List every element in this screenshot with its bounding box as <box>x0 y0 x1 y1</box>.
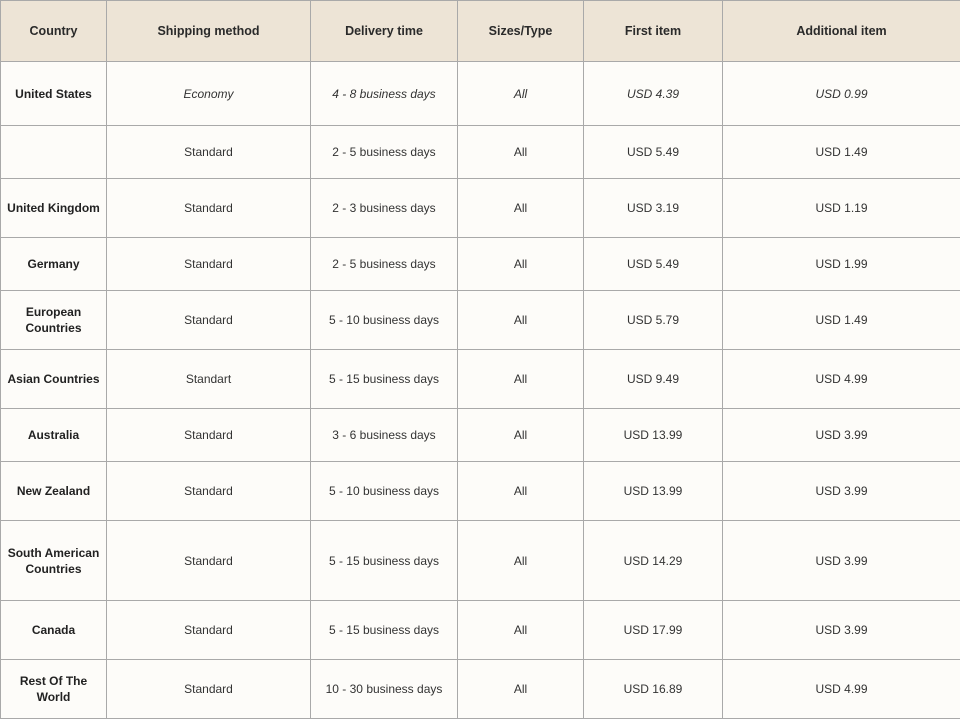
table-row <box>1 409 960 462</box>
cell-shipping-method: Standard <box>107 238 311 291</box>
cell-first-item: USD 13.99 <box>584 462 723 521</box>
cell-delivery-time: 2 - 3 business days <box>311 179 458 238</box>
cell-first-item: USD 13.99 <box>584 409 723 462</box>
cell-country: New Zealand <box>1 462 107 521</box>
cell-country: Germany <box>1 238 107 291</box>
cell-sizes-type: All <box>458 660 584 719</box>
cell-delivery-time: 3 - 6 business days <box>311 409 458 462</box>
table-row <box>1 126 960 179</box>
table-header-row <box>1 1 960 62</box>
cell-country: South American Countries <box>1 521 107 601</box>
table-row <box>1 238 960 291</box>
table-row <box>1 601 960 660</box>
cell-country: Asian Countries <box>1 350 107 409</box>
cell-sizes-type: All <box>458 521 584 601</box>
cell-sizes-type: All <box>458 238 584 291</box>
cell-delivery-time: 5 - 10 business days <box>311 462 458 521</box>
cell-delivery-time: 2 - 5 business days <box>311 126 458 179</box>
cell-country: European Countries <box>1 291 107 350</box>
cell-first-item: USD 4.39 <box>584 62 723 126</box>
cell-country: United States <box>1 62 107 126</box>
cell-additional-item: USD 0.99 <box>723 62 960 126</box>
header-first-item: First item <box>584 1 723 62</box>
cell-delivery-time: 5 - 15 business days <box>311 601 458 660</box>
table-row <box>1 462 960 521</box>
cell-shipping-method: Standard <box>107 660 311 719</box>
header-sizes-type: Sizes/Type <box>458 1 584 62</box>
cell-additional-item: USD 3.99 <box>723 601 960 660</box>
header-shipping-method: Shipping method <box>107 1 311 62</box>
table-row <box>1 179 960 238</box>
cell-additional-item: USD 1.49 <box>723 126 960 179</box>
cell-country: Australia <box>1 409 107 462</box>
cell-shipping-method: Standard <box>107 409 311 462</box>
cell-sizes-type: All <box>458 350 584 409</box>
cell-additional-item: USD 1.19 <box>723 179 960 238</box>
cell-sizes-type: All <box>458 601 584 660</box>
cell-country: United Kingdom <box>1 179 107 238</box>
cell-sizes-type: All <box>458 126 584 179</box>
cell-delivery-time: 10 - 30 business days <box>311 660 458 719</box>
table-row <box>1 521 960 601</box>
cell-country <box>1 126 107 179</box>
header-country: Country <box>1 1 107 62</box>
table-row <box>1 62 960 126</box>
cell-first-item: USD 5.49 <box>584 126 723 179</box>
cell-first-item: USD 5.79 <box>584 291 723 350</box>
cell-delivery-time: 5 - 15 business days <box>311 350 458 409</box>
table-row <box>1 291 960 350</box>
cell-shipping-method: Standart <box>107 350 311 409</box>
header-delivery-time: Delivery time <box>311 1 458 62</box>
cell-additional-item: USD 4.99 <box>723 350 960 409</box>
cell-delivery-time: 2 - 5 business days <box>311 238 458 291</box>
cell-additional-item: USD 3.99 <box>723 409 960 462</box>
cell-first-item: USD 9.49 <box>584 350 723 409</box>
table-row <box>1 660 960 719</box>
cell-first-item: USD 16.89 <box>584 660 723 719</box>
cell-additional-item: USD 3.99 <box>723 462 960 521</box>
cell-additional-item: USD 3.99 <box>723 521 960 601</box>
table-row <box>1 350 960 409</box>
cell-first-item: USD 3.19 <box>584 179 723 238</box>
cell-shipping-method: Standard <box>107 291 311 350</box>
cell-additional-item: USD 1.49 <box>723 291 960 350</box>
cell-first-item: USD 5.49 <box>584 238 723 291</box>
cell-delivery-time: 5 - 10 business days <box>311 291 458 350</box>
cell-delivery-time: 5 - 15 business days <box>311 521 458 601</box>
cell-country: Rest Of The World <box>1 660 107 719</box>
cell-delivery-time: 4 - 8 business days <box>311 62 458 126</box>
cell-sizes-type: All <box>458 409 584 462</box>
cell-first-item: USD 14.29 <box>584 521 723 601</box>
cell-additional-item: USD 4.99 <box>723 660 960 719</box>
cell-sizes-type: All <box>458 62 584 126</box>
cell-sizes-type: All <box>458 179 584 238</box>
cell-additional-item: USD 1.99 <box>723 238 960 291</box>
cell-sizes-type: All <box>458 291 584 350</box>
cell-shipping-method: Standard <box>107 601 311 660</box>
cell-shipping-method: Standard <box>107 521 311 601</box>
cell-sizes-type: All <box>458 462 584 521</box>
cell-shipping-method: Standard <box>107 462 311 521</box>
cell-shipping-method: Standard <box>107 126 311 179</box>
cell-first-item: USD 17.99 <box>584 601 723 660</box>
header-additional-item: Additional item <box>723 1 960 62</box>
cell-country: Canada <box>1 601 107 660</box>
cell-shipping-method: Standard <box>107 179 311 238</box>
cell-shipping-method: Economy <box>107 62 311 126</box>
